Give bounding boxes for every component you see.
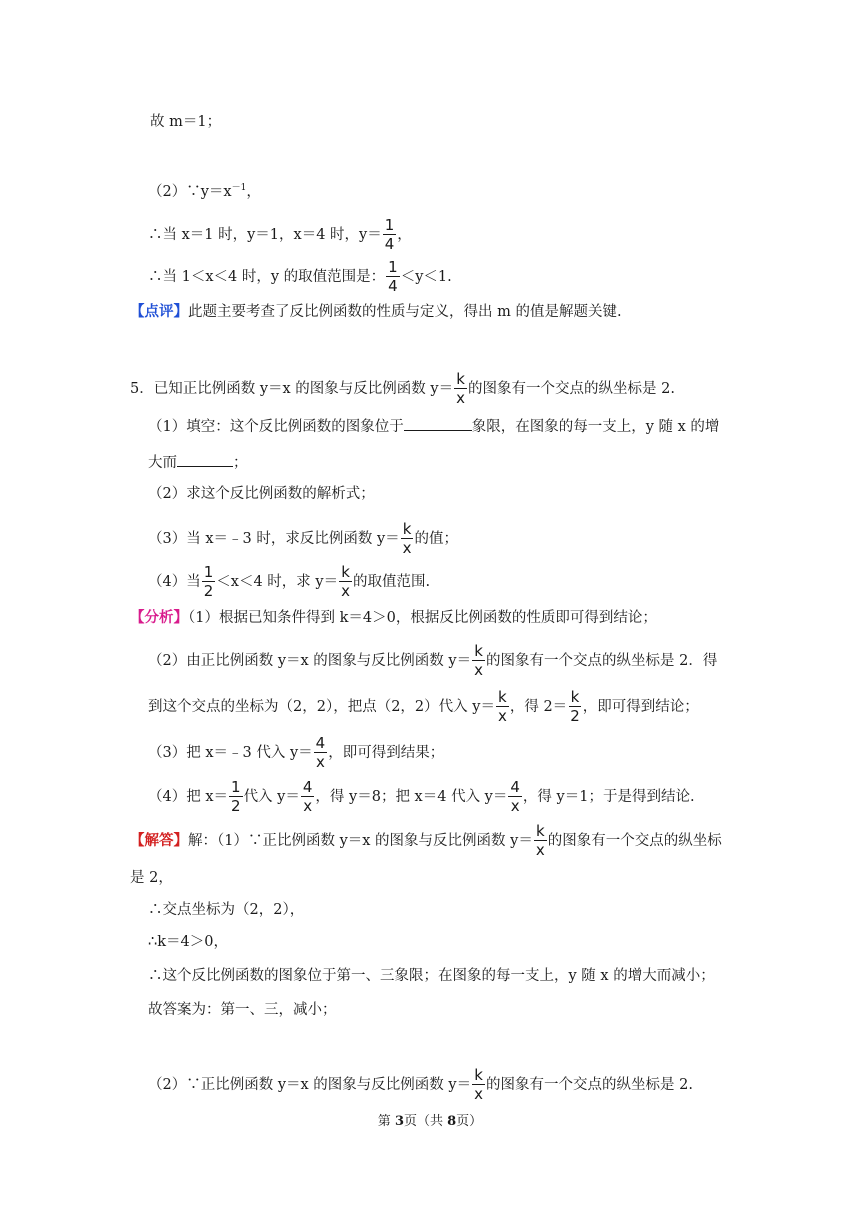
text-line: 故 m＝1；	[150, 114, 222, 130]
fraction: $\frac{k}{2}$	[570, 688, 580, 725]
text-line: ∴交点坐标为（2，2），	[148, 902, 305, 918]
question-title: 5．已知正比例函数 y＝x 的图象与反比例函数 y＝ $\frac{k}{x}$ 的图象有一个交点的纵坐标是 2.	[130, 370, 675, 407]
fraction: $\frac{k}{x}$	[456, 370, 466, 407]
page-number: 3	[394, 1114, 404, 1129]
page-total: 8	[447, 1114, 457, 1129]
text-line: （3）把 x＝﹣3 代入 y＝ $\frac{4}{x}$ ，即可得到结果；	[148, 734, 445, 771]
text-line: ∴k＝4＞0，	[148, 934, 228, 950]
text-line: ∴当 1＜x＜4 时，y 的取值范围是： $\frac{1}{4}$ ＜y＜1.	[148, 258, 452, 295]
fraction: $\frac{1}{2}$	[231, 778, 241, 815]
text-line: 【点评】此题主要考查了反比例函数的性质与定义，得出 m 的值是解题关键.	[130, 303, 622, 320]
text-line: （3）当 x＝﹣3 时，求反比例函数 y＝ $\frac{k}{x}$ 的值；	[148, 520, 459, 557]
text-line: （2）求这个反比例函数的解析式；	[148, 486, 375, 502]
answer-blank	[177, 452, 233, 467]
page-footer: 第 3页（共 8页）	[377, 1114, 483, 1129]
fraction: $\frac{4}{x}$	[510, 778, 520, 815]
fraction: $\frac{1}{4}$	[384, 216, 395, 253]
answer-blank	[404, 416, 472, 431]
text-line: （4）当 $\frac{1}{2}$ ＜x＜4 时，求 y＝ $\frac{k}{x}$ 的取值范围.	[148, 563, 431, 600]
text-line: 故答案为：第一、三，减小；	[148, 1002, 337, 1018]
review-tag: 【点评】	[130, 303, 188, 320]
text-line: 大而 ；	[148, 452, 248, 473]
fraction: $\frac{k}{x}$	[474, 642, 484, 679]
text-line: ∴当 x＝1 时，y＝1，x＝4 时，y＝ $\frac{1}{4}$ ，	[148, 216, 412, 253]
fraction: $\frac{k}{x}$	[535, 822, 545, 859]
text-line: $(2)\because y=x^{-1}$，	[148, 183, 261, 200]
fraction: $\frac{k}{x}$	[341, 563, 350, 600]
fraction: $\frac{1}{2}$	[203, 563, 214, 600]
solution-tag: 【解答】	[130, 832, 188, 849]
fraction: $\frac{1}{4}$	[388, 258, 398, 295]
fraction: $\frac{k}{x}$	[402, 520, 412, 557]
text-line: （2）由正比例函数 y＝x 的图象与反比例函数 y＝ $\frac{k}{x}$ 的图象有一个交点的纵坐标是 2．得	[148, 642, 718, 679]
text-line: （1）填空：这个反比例函数的图象位于 象限，在图象的每一支上，y 随 x 的增	[148, 416, 719, 437]
fraction: $\frac{4}{x}$	[315, 734, 326, 771]
text-line: ∴这个反比例函数的图象位于第一、三象限；在图象的每一支上，y 随 x 的增大而减小；	[148, 968, 715, 984]
text-line: 是 2，	[130, 870, 173, 886]
fraction: $\frac{k}{x}$	[497, 688, 507, 725]
text-line: （4）把 x＝ $\frac{1}{2}$ 代入 y＝ $\frac{4}{x}$ ，得 y＝8；把 x＝4 代入 y＝ $\frac{4}{x}$ ，得 y＝1；于是得到结论.	[148, 778, 695, 815]
text-line: 【解答】解：（1）∵正比例函数 y＝x 的图象与反比例函数 y＝ $\frac{k}{x}$ 的图象有一个交点的纵坐标	[130, 822, 722, 859]
text-line: （2）∵正比例函数 y＝x 的图象与反比例函数 y＝ $\frac{k}{x}$ 的图象有一个交点的纵坐标是 2.	[148, 1066, 693, 1103]
text-line: 到这个交点的坐标为（2，2），把点（2，2）代入 y＝ $\frac{k}{x}$ ，得 2＝ $\frac{k}{2}$ ，即可得到结论；	[148, 688, 699, 725]
fraction: $\frac{4}{x}$	[302, 778, 313, 815]
fraction: $\frac{k}{x}$	[474, 1066, 484, 1103]
analysis-tag: 【分析】	[130, 609, 188, 626]
text-line: 【分析】（1）根据已知条件得到 k＝4＞0，根据反比例函数的性质即可得到结论；	[130, 609, 657, 626]
